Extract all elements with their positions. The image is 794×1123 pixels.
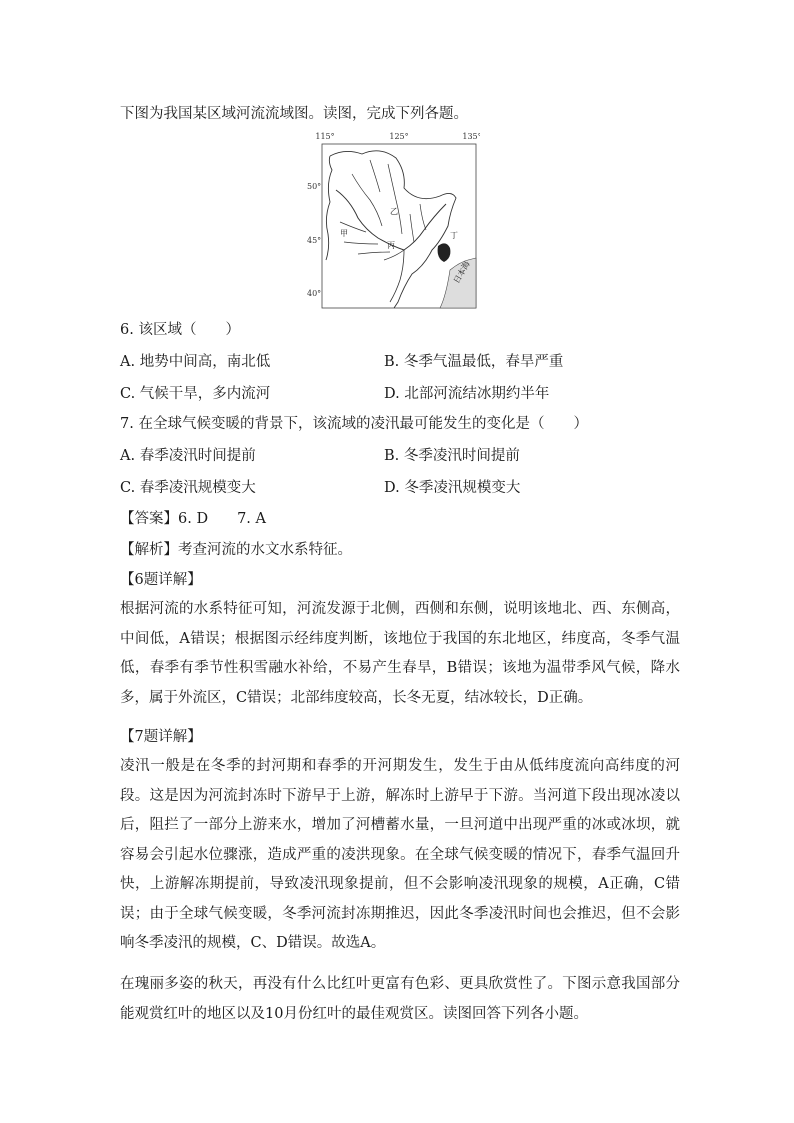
river-basin-map [300,130,480,315]
lower-river [390,250,404,302]
label-yi: 乙 [390,207,398,216]
lat-tick: 50° [307,182,322,191]
lon-tick: 115° [315,132,335,141]
detail6-title: 【6题详解】 [120,572,202,588]
q6-option-d: D. 北部河流结冰期约半年 [384,386,550,402]
detail6-text: 根据河流的水系特征可知，河流发源于北侧，西侧和东侧，说明该地北、西、东侧高，中间低，A错误；根据图示经纬度判断，该地位于我国的东北地区，纬度高，冬季气温低，春季有季节性积雪融水补给，不易产生春旱，B错误；该地为温带季风气候，降水多，属于外流区，C错误；北部纬度较高，长冬无夏，结冰较长，D正确。 [120,601,680,706]
q7-stem: 7. 在全球气候变暖的背景下，该流域的凌汛最可能发生的变化是（ ） [120,416,588,432]
detail7-title: 【7题详解】 [120,729,202,745]
analysis-line: 【解析】考查河流的水文水系特征。 [120,542,352,558]
q6-option-b: B. 冬季气温最低，春旱严重 [384,354,564,370]
lake-shape [438,243,451,262]
lat-tick: 45° [307,236,322,245]
tributaries [340,160,426,260]
q6-stem: 6. 该区域（ ） [120,322,240,338]
detail7-text: 凌汛一般是在冬季的封河期和春季的开河期发生，发生于由从低纬度流向高纬度的河段。这是因为河流封冻时下游早于上游，解冻时上游早于下游。当河道下段出现冰凌以后，阻拦了一部分上游来水，增加了河槽蓄水量，一旦河道中出现严重的冰或冰坝，就容易会引起水位骤涨，造成严重的凌洪现象。在全球气候变暖的情况下，春季气温回升快，上游解冻期提前，导致凌汛现象提前，但不会影响凌汛现象的规模，A正确，C错误；由于全球气候变暖，冬季河流封冻期推迟，因此冬季凌汛时间也会推迟，但不会影响冬季凌汛的规模，C、D错误。故选A。 [120,758,680,951]
q7-option-a: A. 春季凌汛时间提前 [120,448,256,464]
lon-tick: 135° [462,132,480,141]
label-jia: 甲 [340,229,348,238]
lon-tick: 125° [389,132,409,141]
q7-option-c: C. 春季凌汛规模变大 [120,480,256,496]
intro-text: 下图为我国某区域河流流域图。读图，完成下列各题。 [120,106,468,122]
label-bing: 丙 [387,241,395,250]
label-sea: 日本海 [451,259,472,285]
q6-option-a: A. 地势中间高，南北低 [120,354,271,370]
lat-tick: 40° [307,289,322,298]
q7-option-d: D. 冬季凌汛规模变大 [384,480,521,496]
answer-line: 【答案】6. D 7. A [120,511,266,527]
map-figure [300,130,480,315]
label-ding: 丁 [450,231,458,240]
next-intro-text: 在瑰丽多姿的秋天，再没有什么比红叶更富有色彩、更具欣赏性了。下图示意我国部分能观赏红叶的地区以及10月份红叶的最佳观赏区。读图回答下列各小题。 [120,976,680,1022]
q6-option-c: C. 气候干旱，多内流河 [120,386,271,402]
q7-option-b: B. 冬季凌汛时间提前 [384,448,520,464]
